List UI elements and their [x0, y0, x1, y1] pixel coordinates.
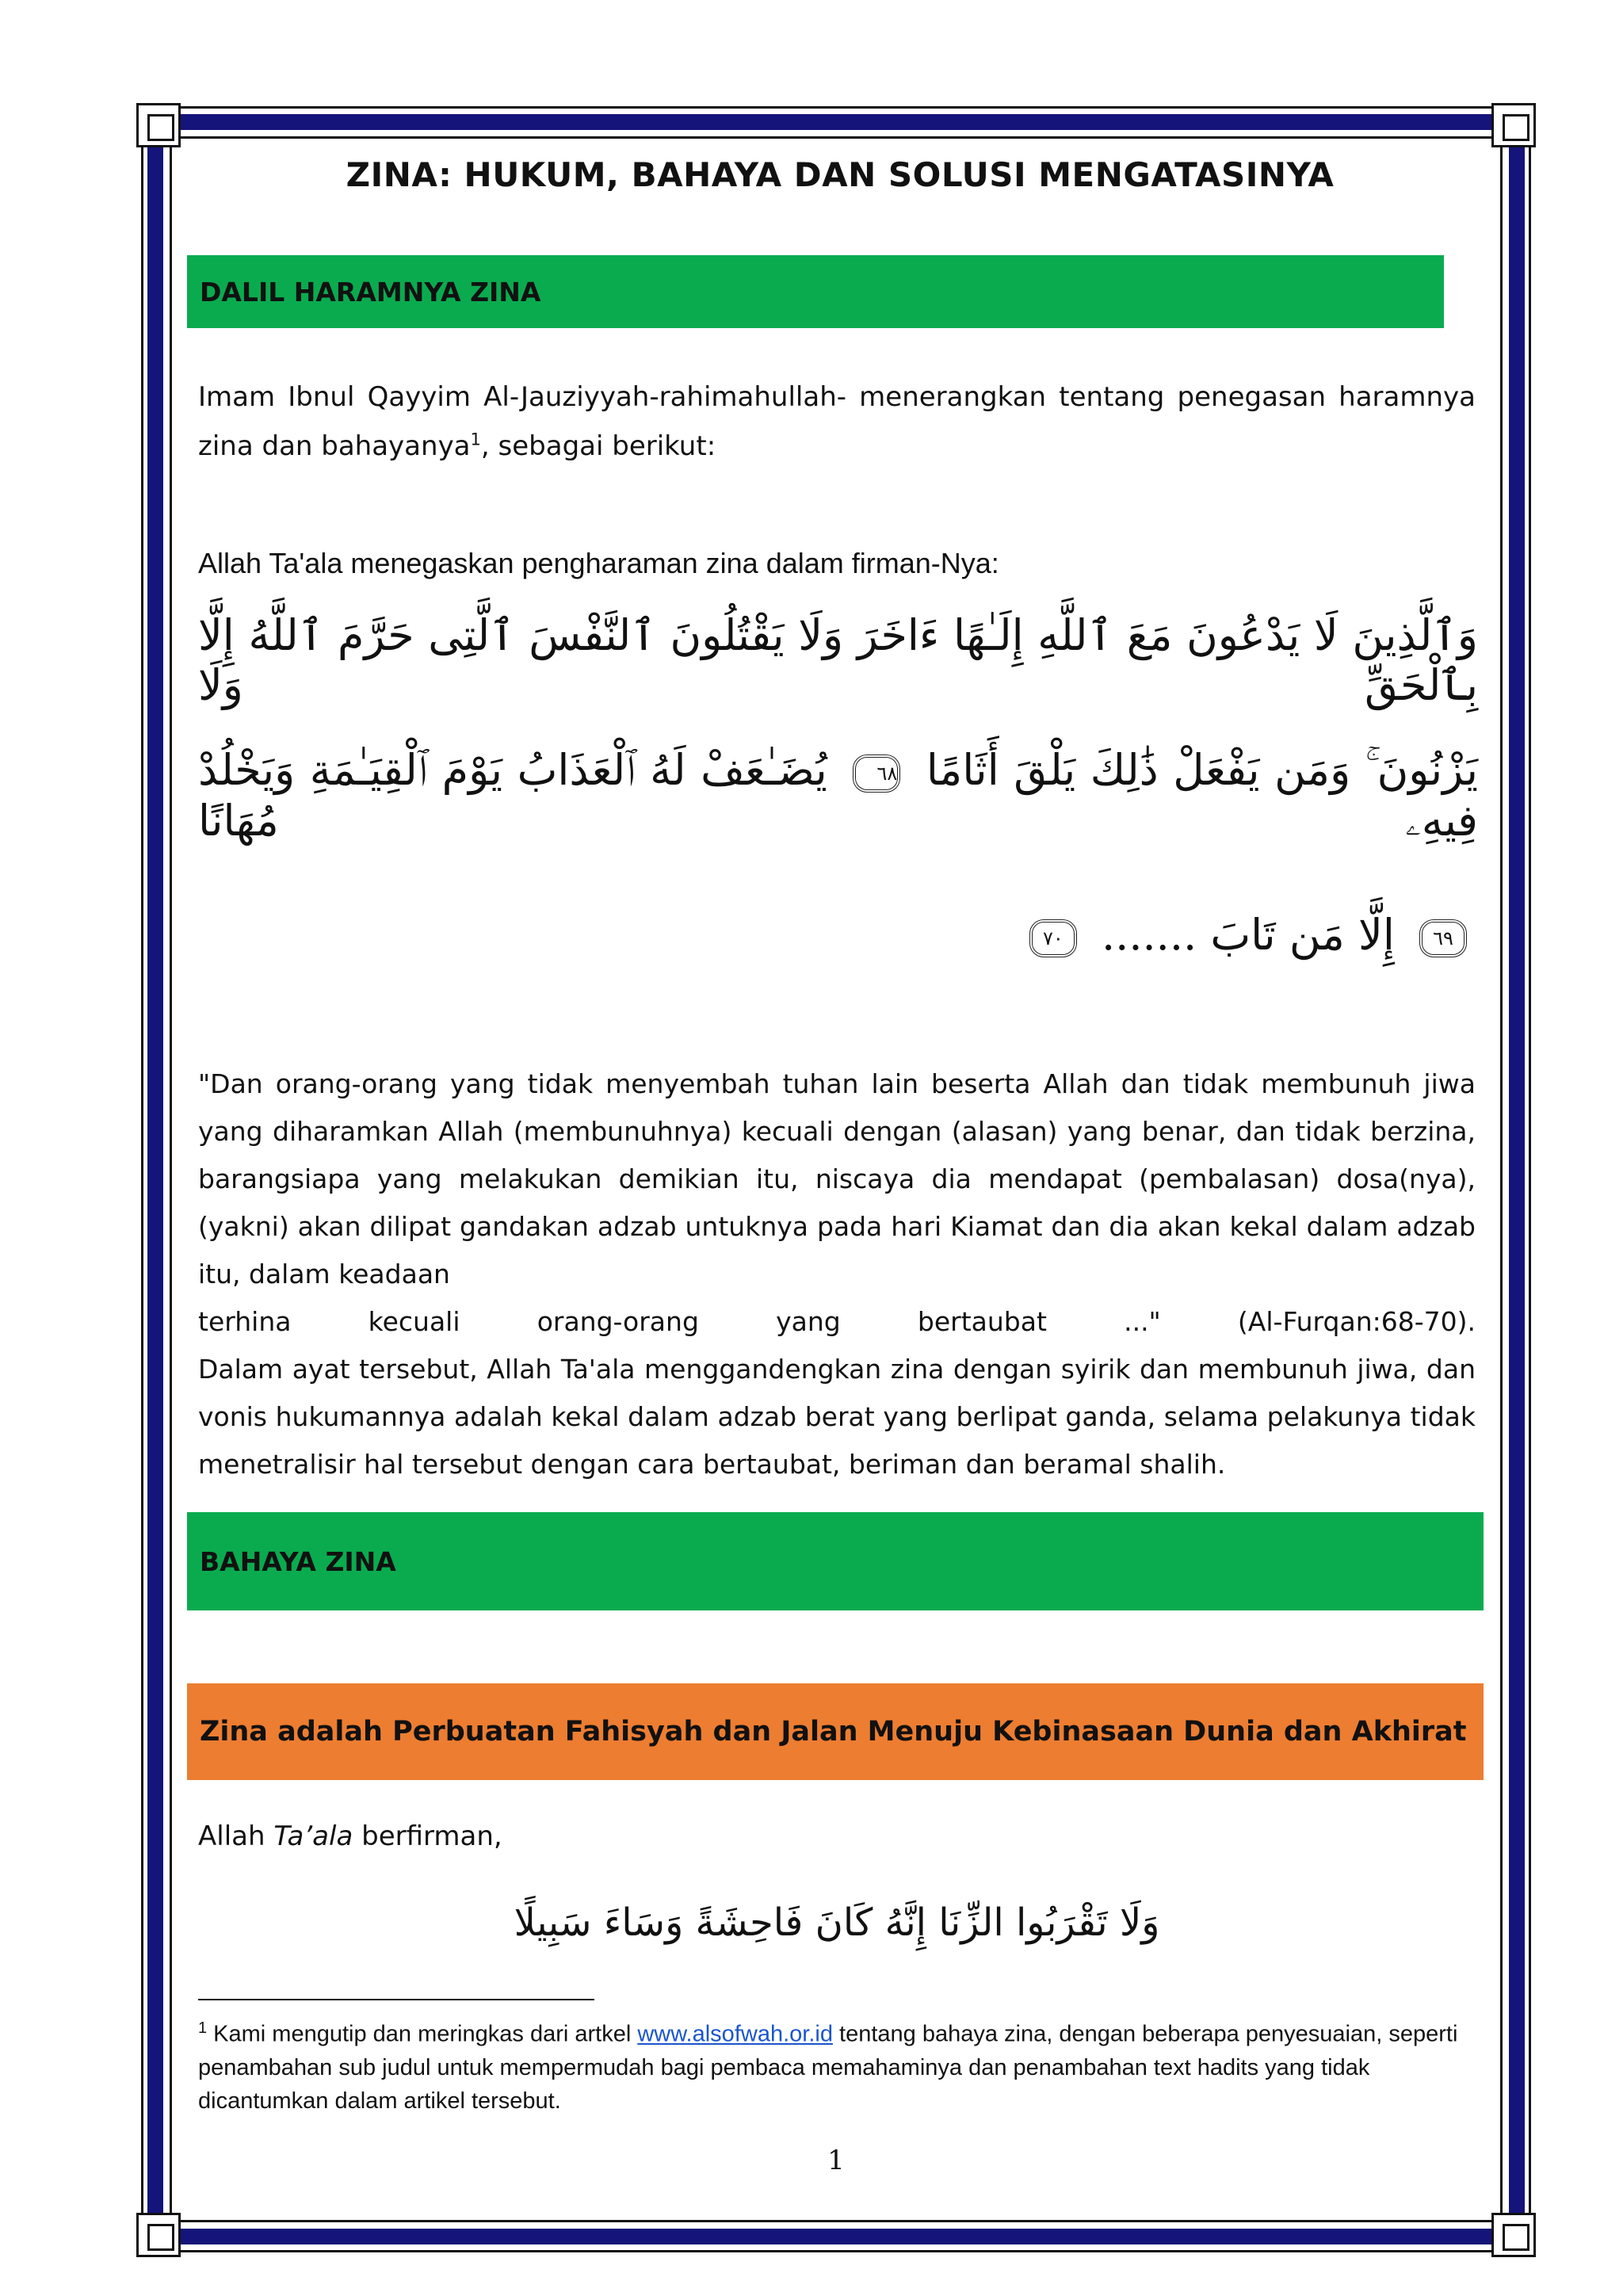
allah-says-italic: Ta’ala [273, 1820, 353, 1852]
corner-ornament-icon [136, 2213, 181, 2257]
section-heading-bahaya: BAHAYA ZINA [187, 1512, 1484, 1610]
corner-ornament-icon [1491, 2213, 1536, 2257]
arabic-verse-isra: وَلَا تَقْرَبُوا الزِّنَا إِنَّهُ كَانَ فَاحِشَةً وَسَاءَ سَبِيلًا [514, 1901, 1160, 1945]
footnote-after: tentang bahaya zina, dengan beberapa penyesuaian, seperti penambahan sub judul untuk mempermudah bagi pembaca memahaminya dan penambahan text hadits yang tidak dicantumkan dalam artikel tersebut. [198, 2021, 1458, 2114]
intro-text: Imam Ibnul Qayyim Al-Jauziyyah-rahimahullah- menerangkan tentang penegasan haramnya zina dan bahayanya [198, 381, 1476, 462]
footnote-link[interactable]: www.alsofwah.or.id [637, 2021, 833, 2047]
allah-statement: Allah Ta'ala menegaskan pengharaman zina dalam firman-Nya: [198, 547, 999, 579]
corner-ornament-icon [1491, 103, 1536, 147]
arabic-verse-line-1: وَٱلَّذِينَ لَا يَدْعُونَ مَعَ ٱللَّهِ إِلَـٰهًا ءَاخَرَ وَلَا يَقْتُلُونَ ٱلنَّفْسَ ٱلَّتِى حَرَّمَ ٱللَّهُ إِلَّا بِٱلْحَقِّ وَلَا [198, 610, 1478, 710]
ayah-number-69-icon: ٦٩ [1419, 919, 1467, 957]
translation-text: "Dan orang-orang yang tidak menyembah tuhan lain beserta Allah dan tidak membunuh jiwa yang diharamkan Allah (membunuhnya) kecuali dengan (alasan) yang benar, dan tidak berzina, barangsiapa yang melakukan demikian itu, niscaya dia mendapat (pembalasan) dosa(nya), (yakni) akan dilipat gandakan adzab untuknya pada hari Kiamat dan dia akan kekal dalam adzab itu, dalam keadaan [198, 1068, 1476, 1289]
allah-says-line [198, 1812, 1476, 1861]
allah-says-suffix: berfirman, [353, 1820, 502, 1852]
allah-says-prefix: Allah [198, 1820, 274, 1852]
footnote-separator [198, 1999, 594, 2000]
footnote-number: 1 [198, 2019, 208, 2037]
arabic-verse-line-3 [198, 910, 1478, 960]
page-number: 1 [827, 2145, 845, 2176]
subsection-heading-fahisyah: Zina adalah Perbuatan Fahisyah dan Jalan Menuju Kebinasaan Dunia dan Akhirat [187, 1683, 1484, 1780]
arabic-verse-line-3-text: إِلَّا مَن تَابَ ....... [1102, 910, 1395, 960]
arabic-verse-line-2a: يَزْنُونَ ۚ وَمَن يَفْعَلْ ذَٰلِكَ يَلْقَ أَثَامًا [926, 745, 1478, 795]
ayah-number-70-icon: ٧٠ [1029, 919, 1077, 957]
ayah-number-68-icon: ٦٨ [853, 755, 900, 793]
translation-paragraph [198, 1060, 1476, 1346]
footnote [198, 2011, 1476, 2118]
footnote-before: Kami mengutip dan meringkas dari artkel [207, 2021, 638, 2047]
arabic-verse-line-2 [198, 745, 1478, 846]
corner-ornament-icon [136, 103, 181, 147]
footnote-ref[interactable]: 1 [470, 430, 481, 449]
section-heading-dalil: DALIL HARAMNYA ZINA [187, 255, 1444, 328]
intro-tail: , sebagai berikut: [480, 430, 716, 462]
intro-paragraph [198, 372, 1476, 471]
arabic-verse-line-2b: يُضَـٰعَفْ لَهُ ٱلْعَذَابُ يَوْمَ ٱلْقِيَـٰمَةِ وَيَخْلُدْ فِيهِۦ مُهَانًا [198, 745, 1478, 846]
explanation-paragraph: Dalam ayat tersebut, Allah Ta'ala menggandengkan zina dengan syirik dan membunuh jiwa, dan vonis hukumannya adalah kekal dalam adzab berat yang berlipat ganda, selama pelakunya tidak menetralisir hal tersebut dengan cara bertaubat, beriman dan beramal shalih. [198, 1354, 1476, 1480]
translation-last-line: terhina kecuali orang-orang yang bertaubat ..." (Al-Furqan:68-70). [198, 1306, 1476, 1337]
page-title: ZINA: HUKUM, BAHAYA DAN SOLUSI MENGATASINYA [346, 155, 1335, 194]
